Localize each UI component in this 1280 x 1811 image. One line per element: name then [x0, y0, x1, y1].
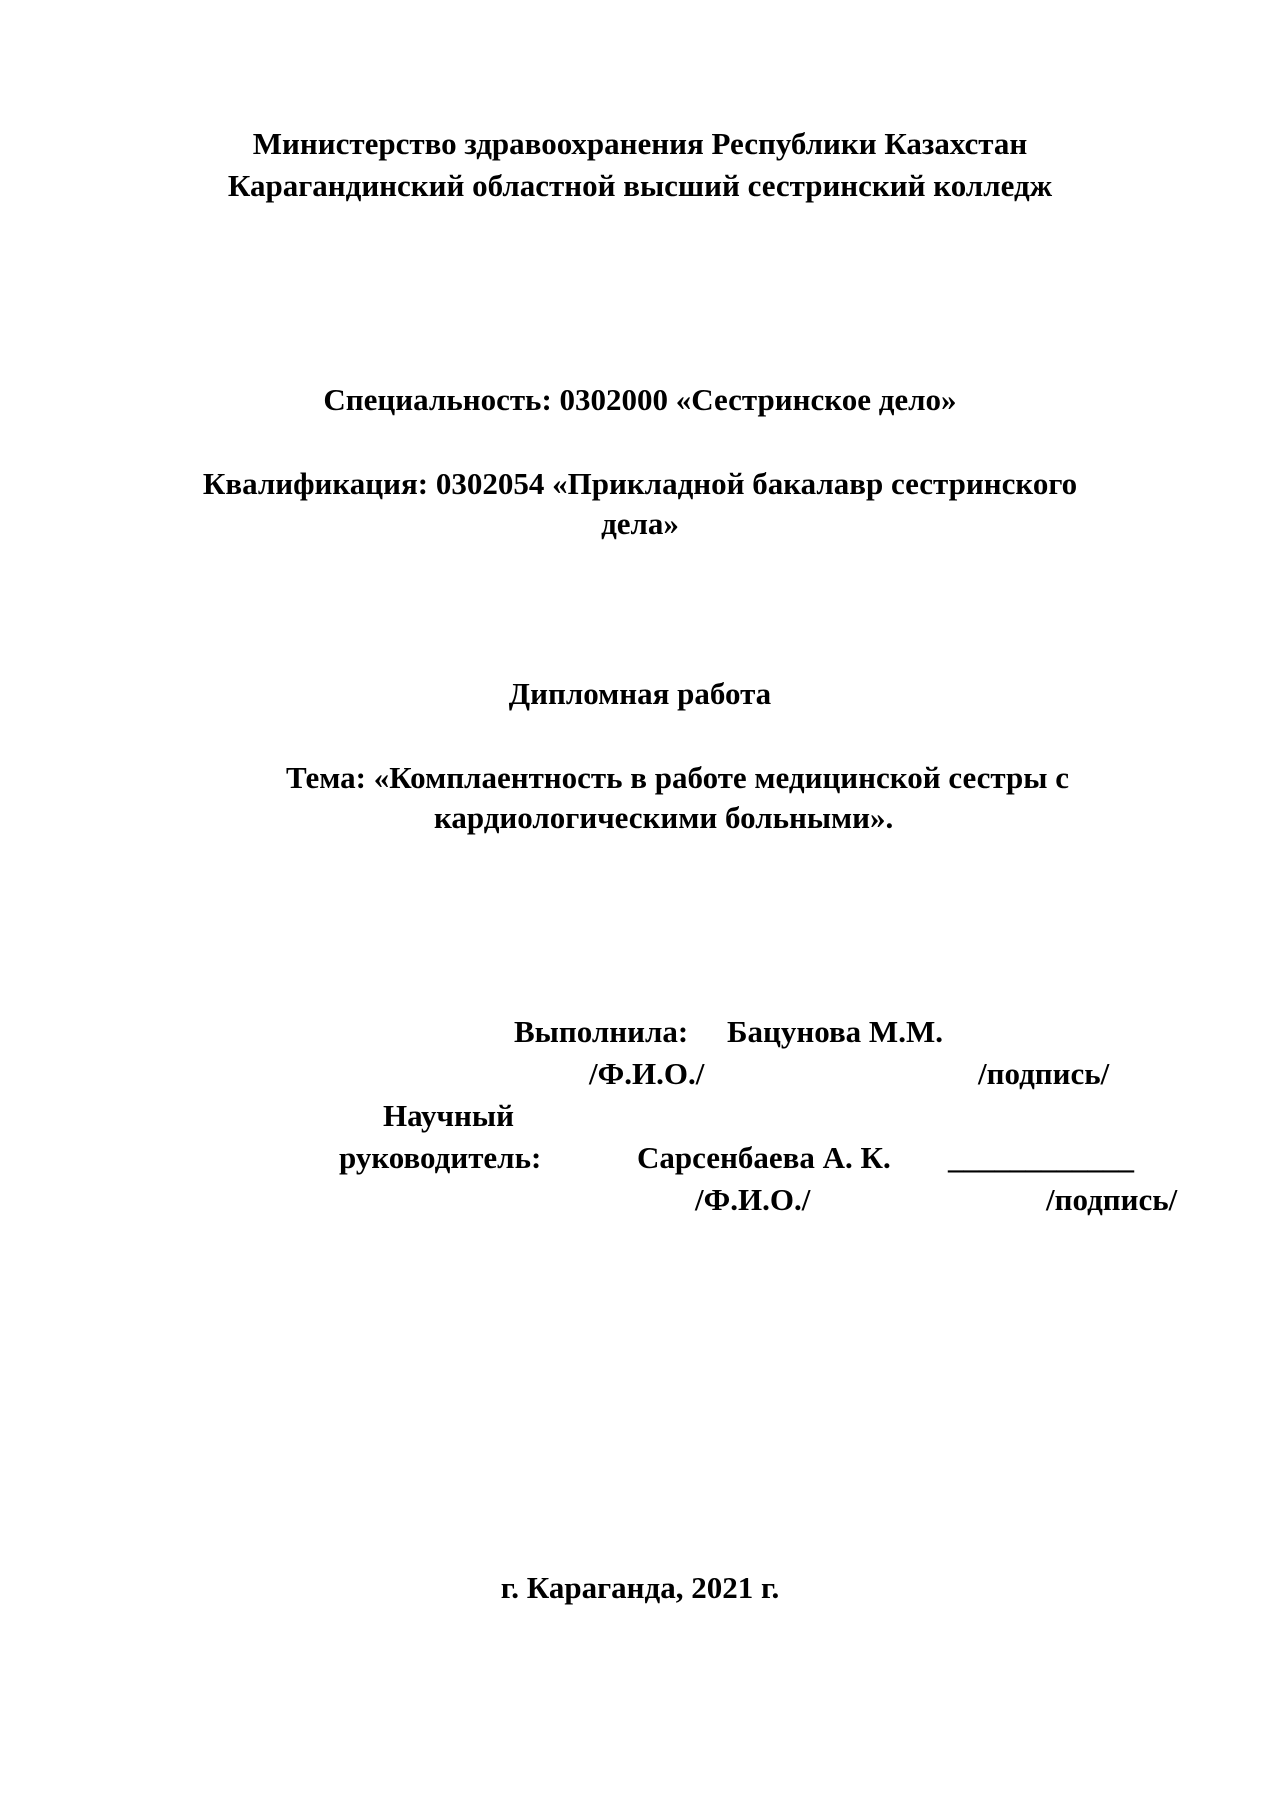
- work-type-title: Дипломная работа: [508, 676, 772, 711]
- supervisor-signature-caption: /подпись/: [1046, 1182, 1178, 1217]
- qualification-line-1: Квалификация: 0302054 «Прикладной бакалавр сестринского: [202, 466, 1078, 501]
- supervisor-fio-caption: /Ф.И.О./: [695, 1182, 811, 1217]
- city-year-footer: г. Караганда, 2021 г.: [500, 1570, 780, 1605]
- author-name: Бацунова М.М.: [727, 1014, 943, 1049]
- supervisor-label-line-2: руководитель:: [339, 1140, 542, 1175]
- topic-line-2: кардиологическими больными».: [434, 800, 894, 835]
- supervisor-signature-line: ____________: [948, 1140, 1134, 1175]
- author-fio-caption: /Ф.И.О./: [589, 1056, 705, 1091]
- supervisor-name: Сарсенбаева А. К.: [637, 1140, 891, 1175]
- author-label: Выполнила:: [514, 1014, 689, 1049]
- ministry-heading: Министерство здравоохранения Республики Казахстан: [252, 126, 1028, 161]
- topic-line-1: Тема: «Комплаентность в работе медицинской сестры с: [286, 760, 1069, 795]
- specialty-line: Специальность: 0302000 «Сестринское дело»: [323, 382, 957, 417]
- qualification-line-2: дела»: [601, 506, 679, 541]
- author-signature-caption: /подпись/: [978, 1056, 1110, 1091]
- college-heading: Карагандинский областной высший сестринский колледж: [227, 168, 1053, 203]
- supervisor-label-line-1: Научный: [383, 1098, 514, 1133]
